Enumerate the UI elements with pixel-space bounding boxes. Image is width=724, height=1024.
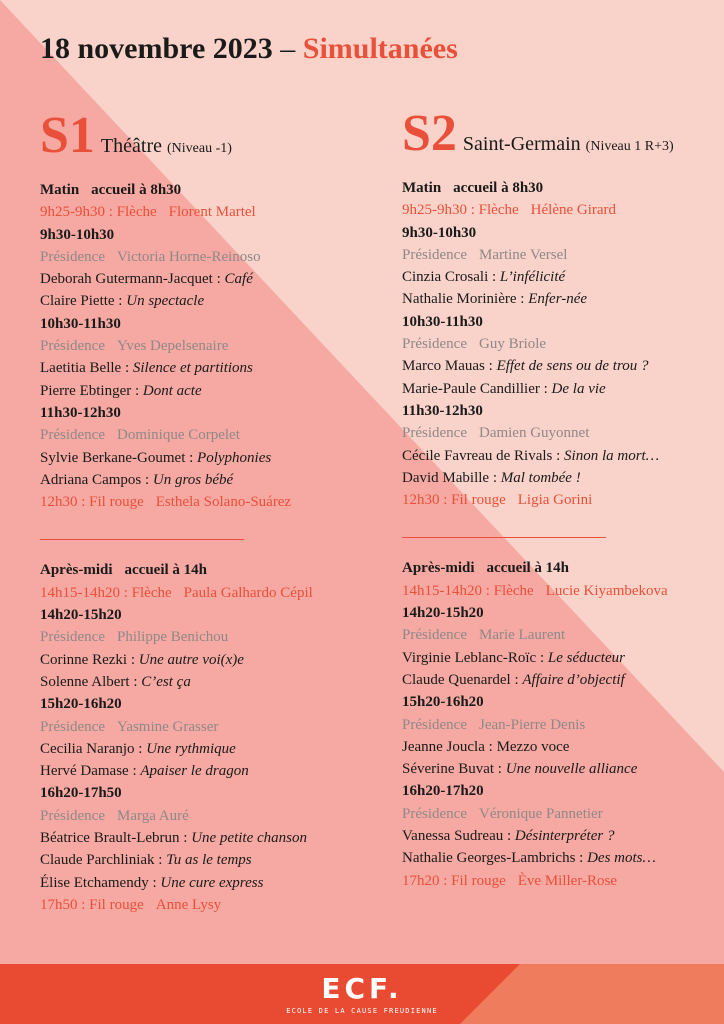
speaker: David Mabille :	[402, 469, 497, 486]
morning-block	[40, 179, 370, 513]
speaker: Corinne Rezki :	[40, 651, 135, 668]
talk-line	[40, 760, 370, 782]
speaker: Cécile Favreau de Rivals :	[402, 447, 561, 464]
fleche-time: 14h15-14h20 : Flèche	[40, 584, 172, 601]
talk-line	[40, 380, 370, 402]
fil-rouge-line	[40, 894, 370, 916]
talk-line	[40, 649, 370, 671]
slot-time: 10h30-11h30	[402, 313, 483, 330]
welcome-time: accueil à 8h30	[453, 180, 544, 196]
block-heading	[40, 179, 370, 201]
speaker: Laetitia Belle :	[40, 360, 130, 377]
president-name: Marga Auré	[116, 807, 189, 824]
talk-line	[40, 827, 370, 849]
talk-line	[40, 469, 370, 491]
talk-line	[402, 355, 724, 377]
afternoon-block	[40, 559, 370, 916]
ecf-subtitle: ECOLE DE LA CAUSE FREUDIENNE	[286, 1007, 438, 1015]
presidence-line	[40, 805, 370, 827]
session-room	[463, 133, 674, 156]
title-simultanees: Simultanées	[302, 32, 458, 65]
room-name: Théâtre	[100, 135, 162, 157]
speaker: Claude Quenardel :	[402, 671, 519, 688]
talk-line	[40, 671, 370, 693]
presidence-line	[402, 244, 724, 266]
fil-rouge-time: 12h30 : Fil rouge	[40, 494, 144, 511]
section-divider	[40, 539, 244, 540]
welcome-time: accueil à 14h	[486, 560, 569, 577]
talk-title: Mezzo voce	[496, 738, 570, 755]
talk-title: Un gros bébé	[152, 471, 234, 488]
presidence-line	[40, 626, 370, 648]
welcome-time: accueil à 8h30	[91, 182, 182, 198]
speaker: Cinzia Crosali :	[402, 269, 497, 286]
speaker: Nathalie Morinière :	[402, 291, 525, 308]
speaker: Béatrice Brault-Lebrun :	[40, 830, 188, 847]
fleche-time: 14h15-14h20 : Flèche	[402, 582, 534, 599]
slot-time: 9h30-10h30	[402, 224, 477, 241]
presidence-line	[40, 246, 370, 268]
slot-time: 15h20-16h20	[40, 696, 122, 713]
talk-title: Des mots…	[587, 850, 656, 867]
talk-title: Tu as le temps	[166, 852, 252, 869]
talk-line	[402, 266, 724, 288]
session-header	[402, 105, 724, 166]
speaker: Hervé Damase :	[40, 763, 137, 780]
talk-title: Café	[224, 271, 253, 288]
talk-title: Le séducteur	[547, 649, 625, 666]
slot-time: 15h20-16h20	[402, 694, 484, 711]
presidence-label: Présidence	[402, 627, 467, 644]
speaker: Jeanne Joucla :	[402, 738, 493, 755]
talk-line	[40, 738, 370, 760]
speaker: Adriana Campos :	[40, 471, 150, 488]
talk-title: Un spectacle	[126, 293, 205, 310]
presidence-line	[40, 716, 370, 738]
president-name: Philippe Benichou	[116, 629, 229, 646]
page-title	[40, 32, 458, 66]
fil-rouge-speaker: Ligia Gorini	[517, 492, 593, 509]
talk-line	[40, 357, 370, 379]
talk-title: Une cure express	[160, 874, 264, 891]
fleche-line	[40, 582, 370, 604]
session-code: S2	[402, 105, 457, 162]
afternoon-block	[402, 557, 724, 891]
fil-rouge-time: 17h20 : Fil rouge	[402, 872, 506, 889]
talk-title: Dont acte	[142, 382, 202, 399]
talk-line	[40, 268, 370, 290]
talk-line	[402, 847, 724, 869]
talk-line	[402, 467, 724, 489]
speaker: Marco Mauas :	[402, 358, 493, 375]
welcome-time: accueil à 14h	[124, 562, 207, 579]
talk-title: Affaire d’objectif	[522, 671, 625, 688]
slot-time: 9h30-10h30	[40, 226, 115, 243]
block-heading-label: Après-midi	[402, 560, 475, 577]
fil-rouge-time: 12h30 : Fil rouge	[402, 492, 506, 509]
presidence-label: Présidence	[402, 246, 467, 263]
presidence-label: Présidence	[40, 338, 105, 355]
section-divider	[402, 537, 606, 538]
presidence-label: Présidence	[40, 718, 105, 735]
talk-title: Mal tombée !	[500, 469, 581, 486]
slot-time: 10h30-11h30	[40, 315, 121, 332]
session-s2	[402, 105, 724, 892]
block-heading-label: Matin	[402, 180, 442, 196]
presidence-label: Présidence	[402, 805, 467, 822]
slot-time: 16h20-17h20	[402, 783, 484, 800]
talk-title: Une rythmique	[146, 740, 236, 757]
fleche-time: 9h25-9h30 : Flèche	[402, 202, 519, 219]
talk-title: C’est ça	[141, 673, 191, 690]
session-header	[40, 107, 370, 168]
talk-line	[402, 758, 724, 780]
fleche-line	[402, 580, 724, 602]
fil-rouge-speaker: Esthela Solano-Suárez	[155, 494, 292, 511]
fleche-speaker: Florent Martel	[168, 204, 256, 221]
room-level: (Niveau 1 R+3)	[585, 139, 674, 154]
slot-time: 14h20-15h20	[40, 607, 122, 624]
presidence-label: Présidence	[40, 427, 105, 444]
speaker: Claire Piette :	[40, 293, 123, 310]
talk-title: Une petite chanson	[191, 830, 307, 847]
title-date: 18 novembre 2023	[40, 32, 273, 65]
talk-title: De la vie	[551, 380, 606, 397]
fleche-speaker: Hélène Girard	[530, 202, 617, 219]
speaker: Claude Parchliniak :	[40, 852, 163, 869]
block-heading-label: Après-midi	[40, 562, 113, 579]
talk-line	[402, 288, 724, 310]
session-s1	[40, 107, 370, 916]
talk-line	[402, 825, 724, 847]
presidence-line	[40, 424, 370, 446]
fil-rouge-line	[40, 491, 370, 513]
speaker: Virginie Leblanc-Roïc :	[402, 649, 545, 666]
talk-title: Apaiser le dragon	[140, 763, 249, 780]
speaker: Vanessa Sudreau :	[402, 828, 512, 845]
morning-block	[402, 177, 724, 511]
fleche-speaker: Paula Galhardo Cépil	[183, 584, 313, 601]
speaker: Deborah Gutermann-Jacquet :	[40, 271, 221, 288]
fil-rouge-line	[402, 870, 724, 892]
fleche-line	[402, 199, 724, 221]
presidence-line	[402, 333, 724, 355]
talk-title: Enfer-née	[528, 291, 588, 308]
presidence-line	[402, 803, 724, 825]
speaker: Séverine Buvat :	[402, 761, 502, 778]
block-heading-label: Matin	[40, 182, 80, 198]
slot-time: 16h20-17h50	[40, 785, 122, 802]
talk-line	[402, 669, 724, 691]
presidence-label: Présidence	[402, 716, 467, 733]
talk-title: L’infélicité	[499, 269, 566, 286]
president-name: Dominique Corpelet	[116, 427, 240, 444]
speaker: Nathalie Georges-Lambrichs :	[402, 850, 584, 867]
presidence-label: Présidence	[402, 425, 467, 442]
block-heading	[402, 557, 724, 579]
president-name: Damien Guyonnet	[478, 425, 590, 442]
room-level: (Niveau -1)	[167, 141, 232, 156]
fleche-speaker: Lucie Kiyambekova	[545, 582, 668, 599]
talk-line	[402, 736, 724, 758]
fil-rouge-time: 17h50 : Fil rouge	[40, 896, 144, 913]
speaker: Pierre Ebtinger :	[40, 382, 140, 399]
presidence-label: Présidence	[40, 629, 105, 646]
slot-time: 14h20-15h20	[402, 605, 484, 622]
presidence-label: Présidence	[402, 336, 467, 353]
president-name: Martine Versel	[478, 246, 568, 263]
fil-rouge-speaker: Ève Miller-Rose	[517, 872, 618, 889]
session-code: S1	[40, 107, 95, 164]
talk-line	[402, 445, 724, 467]
slot-time: 11h30-12h30	[40, 404, 121, 421]
ecf-logo: ECF.	[321, 972, 403, 1005]
president-name: Yasmine Grasser	[116, 718, 219, 735]
presidence-label: Présidence	[40, 807, 105, 824]
talk-line	[40, 872, 370, 894]
talk-line	[40, 447, 370, 469]
talk-title: Une autre voi(x)e	[138, 651, 244, 668]
president-name: Guy Briole	[478, 336, 547, 353]
presidence-line	[402, 624, 724, 646]
presidence-line	[402, 422, 724, 444]
talk-line	[402, 378, 724, 400]
footer-logo	[0, 972, 724, 1015]
talk-title: Désinterpréter ?	[514, 828, 615, 845]
fil-rouge-speaker: Anne Lysy	[155, 896, 222, 913]
presidence-line	[40, 335, 370, 357]
president-name: Victoria Horne-Reinoso	[116, 248, 261, 265]
session-room	[101, 135, 232, 158]
block-heading	[40, 559, 370, 581]
presidence-label: Présidence	[40, 248, 105, 265]
fleche-time: 9h25-9h30 : Flèche	[40, 204, 157, 221]
title-dash: –	[280, 32, 296, 65]
fleche-line	[40, 201, 370, 223]
talk-title: Sinon la mort…	[564, 447, 660, 464]
president-name: Jean-Pierre Denis	[478, 716, 586, 733]
speaker: Solenne Albert :	[40, 673, 138, 690]
president-name: Yves Depelsenaire	[116, 338, 229, 355]
talk-title: Effet de sens ou de trou ?	[496, 358, 649, 375]
speaker: Sylvie Berkane-Goumet :	[40, 449, 194, 466]
block-heading	[402, 177, 724, 199]
talk-line	[40, 849, 370, 871]
president-name: Véronique Pannetier	[478, 805, 603, 822]
slot-time: 11h30-12h30	[402, 402, 483, 419]
talk-title: Silence et partitions	[132, 360, 253, 377]
presidence-line	[402, 714, 724, 736]
talk-line	[402, 647, 724, 669]
fil-rouge-line	[402, 489, 724, 511]
speaker: Élise Etchamendy :	[40, 874, 157, 891]
talk-line	[40, 290, 370, 312]
talk-title: Une nouvelle alliance	[505, 761, 638, 778]
talk-title: Polyphonies	[197, 449, 272, 466]
speaker: Cecilia Naranjo :	[40, 740, 143, 757]
president-name: Marie Laurent	[478, 627, 566, 644]
room-name: Saint-Germain	[462, 133, 581, 155]
speaker: Marie-Paule Candillier :	[402, 380, 548, 397]
